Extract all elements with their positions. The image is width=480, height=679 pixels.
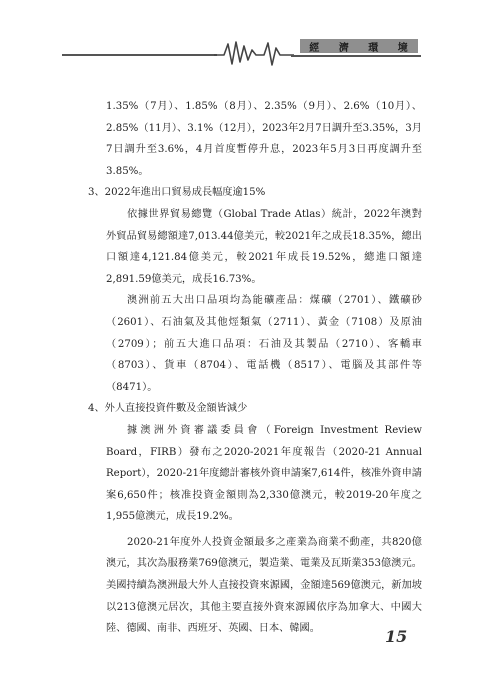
paragraph-firb-report: 據澳洲外資審議委員會（Foreign Investment Review Board，FIRB）發布之2020-2021年度報告（2020-21 Annual Report），2020-21年度總計審核外資申請案7,614件，核准外資申請案6,650件；核准投資金額則為2,330億澳元，較2019-20年度之1,955億澳元，成長19.2%。: [106, 424, 422, 523]
heartbeat-line-icon: [214, 38, 294, 68]
section-heading-fdi: 4、外人直接投資件數及金額皆減少: [88, 403, 248, 415]
body-text: [88, 96, 422, 640]
header-rule-left: [62, 54, 217, 56]
page-number: 15: [385, 627, 408, 646]
header-rule-right: [291, 55, 421, 57]
section-title-tab: [300, 39, 418, 53]
section-title-char: 境: [397, 42, 409, 54]
paragraph-fdi-sources: 2020-21年度外人投資金額最多之產業為商業不動產，共820億澳元，其次為服務業769億澳元，製造業、電業及瓦斯業353億澳元。美國持續為澳洲最大外人直接投資來源國，金額達569億澳元，新加坡以213億澳元居次，其他主要直接外資來源國依序為加拿大、中國大陸、德國、南非、西班牙、英國、日本、韓國。: [106, 536, 422, 635]
section-title-char: 經: [309, 42, 321, 54]
section-title-char: 濟: [338, 42, 350, 54]
page-header: [0, 0, 480, 70]
paragraph-interest-rates: 1.35%（7月）、1.85%（8月）、2.35%（9月）、2.6%（10月）、2.85%（11月）、3.1%（12月），2023年2月7日調升至3.35%，3月7日調升至3.6%，4月首度暫停升息，2023年5月3日再度調升至3.85%。: [106, 101, 422, 177]
paragraph-trade-items: 澳洲前五大出口品項均為能礦產品：煤礦（2701）、鐵礦砂（2601）、石油氣及其他烴類氣（2711）、黃金（7108）及原油（2709）；前五大進口品項：石油及其製品（2710）、客轎車（8703）、貨車（8704）、電話機（8517）、電腦及其部件等（8471）。: [106, 295, 422, 393]
section-heading-trade: 3、2022年進出口貿易成長幅度逾15%: [88, 187, 266, 199]
section-title-char: 環: [368, 42, 380, 54]
paragraph-trade-total: 依據世界貿易總覽（Global Trade Atlas）統計，2022年澳對外貿品貿易總額達7,013.44億美元，較2021年之成長18.35%，總出口額達4,121.84億美元，較2021年成長19.52%，總進口額達2,891.59億美元，成長16.73%。: [106, 208, 422, 285]
